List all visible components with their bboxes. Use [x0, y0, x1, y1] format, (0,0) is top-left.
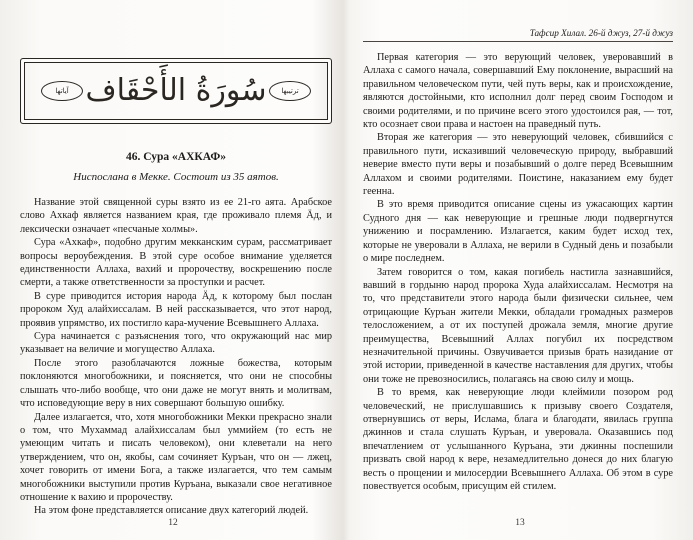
left-medallion	[41, 81, 83, 101]
page-number: 12	[168, 518, 178, 528]
medallion-right-text: ترتيبها	[281, 87, 299, 95]
paragraph: В суре приводится история народа Äд, к которому был послан пророком Худ алайхиссалам. В ней рассказывается, что этот народ, проявив упрямство, их постигло кара-мучение Всевышнего Аллаха.	[20, 290, 332, 329]
paragraph: Сура «Ахкаф», подобно другим мекканским сурам, рассматривает вопросы вероубеждения. В этой суре особое внимание уделяется единственности Аллаха, вахий и пророчеству, воскрешению после смерти, а также ответственности за проступки и расчет.	[20, 237, 332, 289]
paragraph: На этом фоне представляется описание двух категорий людей.	[34, 505, 309, 517]
right-page	[347, 0, 693, 540]
paragraph: Название этой священной суры взято из ее 21-го аята. Арабское слово Ахкаф является названием края, где проживало племя Äд, и лексически означает «песчаные холмы».	[20, 197, 332, 235]
surah-title-banner	[20, 58, 332, 124]
paragraph: В то время, как неверующие люди клеймили позором род человеческий, не прислушавшись к призыву своего Создателя, отвернувшись от веры, Ислама, блага и благодати, явилась группа джиннов и стала слушать Куръан, и уверовала. Оказавшись под впечатлением от услышанного Куръана, эти джинны поспешили призвать свой народ к вере, незамедлительно донеся до них благую весть о прощении и милосердии Всевышнего Аллаха. Об этом в суре повествуется особым, присущим ей стилем.	[363, 387, 673, 492]
running-head: Тафсир Хилал. 26-й джуз, 27-й джуз	[363, 28, 673, 42]
paragraph: В это время приводится описание сцены из ужасающих картин Судного дня — как неверующие и грешные люди подвергнутся унижению и посрамлению. Излагается, каким будет исход тех, которые не уверовали в Аллаха, не верили в Судный день и позабыли о мире последнем.	[363, 199, 673, 265]
surah-subtitle: Ниспослана в Мекке. Состоит из 35 аятов.	[73, 171, 279, 183]
medallion-left-text: آياتها	[55, 87, 69, 95]
arabic-surah-title: سُورَةُ الأَحْقَاف	[85, 73, 267, 108]
paragraph: Сура начинается с разъяснения того, что окружающий нас мир указывает на величие и могущество Аллаха.	[20, 331, 332, 356]
paragraph: Затем говорится о том, какая погибель настигла зазнавшийся, вавший в гордыню народ пророка Худа алайхиссалам. Несмотря на то, что представители этого народа были физически сильнее, чем отрицающие Куръан жители Мекки, обладали громадных размеров телосложением, а от их поступей дрожала земля, многие другие преимущества, Всевышний Аллах погубил их посредством незначительной причины. Озвучивается призыв брать назидание от этой истории, приведенной в качестве наставления для других, чтобы они тоже не превозносились, полагаясь на свою силу и мощь.	[363, 266, 673, 385]
left-page	[0, 0, 346, 540]
surah-heading: 46. Сура «АХКАФ»	[126, 151, 226, 163]
paragraph: Первая категория — это верующий человек, уверовавший в Аллаха с самого начала, совершавший Ему поклонение, вырасший на правильном человеческом пути, чей путь веры, как и происхождение, являются достойными, кто исполнил долг перед своим Господом и своими родителями, и по причине всего этого удостоился рая, — тот, кто осознает свои права и настоен на праведный путь.	[363, 52, 673, 131]
paragraph: Вторая же категория — это неверующий человек, сбившийся с правильного пути, исказивший человеческую природу, выбравший неверие вместо пути веры и позабывший о долге перед Всевышним Аллахом и своими родителями. Поистине, наказанием ему будет геенна.	[363, 132, 673, 198]
paragraph: Далее излагается, что, хотя многобожники Мекки прекрасно знали о том, что Мухаммад алайхиссалам был уммийем (то есть не умеющим читать и писать человеком), они клеветали на него утверждением, что он, якобы, сам сочиняет Куръан, что он — лжец, хочет говорить от имени Бога, а также излагается, что тем самым многобожники выступили против Куръана, выказали свое негативное отношение к вахию и пророчеству.	[20, 411, 332, 503]
right-medallion	[269, 81, 311, 101]
paragraph: После этого разоблачаются ложные божества, которым поклоняются многобожники, и поясняется, что они не способны слышать что-либо вообще, что они даже не могут внять и молитвам, что исповедующие веру в них совершают большую ошибку.	[20, 357, 332, 410]
page-number: 13	[515, 518, 525, 528]
